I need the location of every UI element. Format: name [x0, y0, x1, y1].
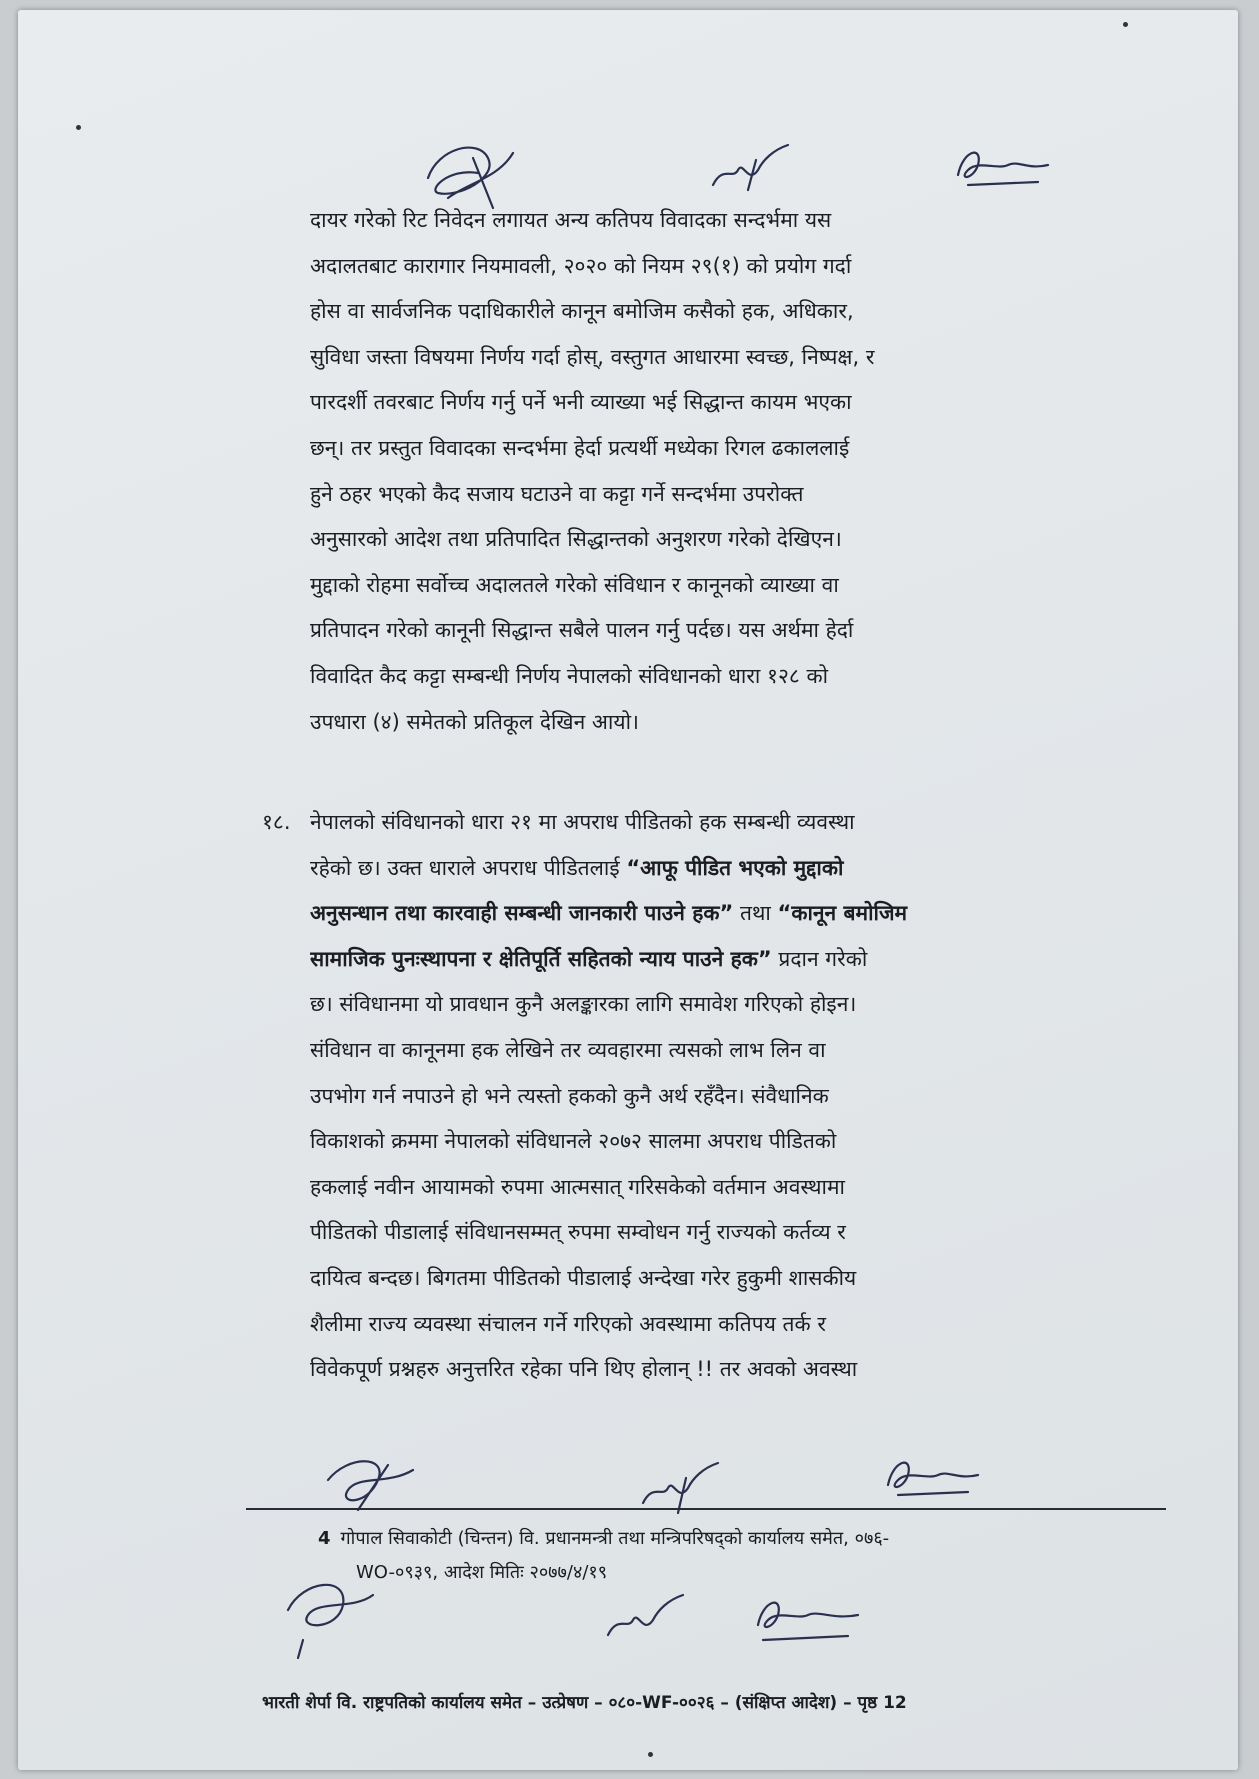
text-line: विवादित कैद कट्टा सम्बन्धी निर्णय नेपालको संविधानको धारा १२८ को	[310, 663, 829, 688]
footnote-text: गोपाल सिवाकोटी (चिन्तन) वि. प्रधानमन्त्री तथा मन्त्रिपरिषद्को कार्यालय समेत, ०७६-	[340, 1528, 890, 1549]
text-line	[310, 891, 1155, 937]
text-line: नेपालको संविधानको धारा २१ मा अपराध पीडितको हक सम्बन्धी व्यवस्था	[310, 810, 855, 834]
quoted-right-bold: “कानून बमोजिम	[777, 901, 908, 926]
text-line: उपभोग गर्न नपाउने हो भने त्यस्तो हकको कुनै अर्थ रहँदैन। संवैधानिक	[310, 1083, 829, 1108]
text-line: छन्। तर प्रस्तुत विवादका सन्दर्भमा हेर्दा प्रत्यर्थी मध्येका रिगल ढकाललाई	[310, 435, 850, 460]
text-line	[310, 937, 1155, 983]
signature-footer-left	[273, 1570, 383, 1660]
text-line: विवेकपूर्ण प्रश्नहरु अनुत्तरित रहेका पनि थिए होलान् !! तर अवको अवस्था	[310, 1357, 858, 1382]
text-line: प्रतिपादन गरेको कानूनी सिद्धान्त सबैले पालन गर्नु पर्दछ। यस अर्थमा हेर्दा	[310, 618, 854, 643]
page-footer: भारती शेर्पा वि. राष्ट्रपतिको कार्यालय समेत – उत्प्रेषण – ०८०-WF-००२६ – (संक्षिप्त आदेश) – पृष्ठ 12	[262, 1693, 907, 1713]
paragraph-continuation	[310, 198, 1155, 745]
text-line: उपधारा (४) समेतको प्रतिकूल देखिन आयो।	[310, 709, 639, 734]
paper-speck	[648, 1752, 653, 1757]
signature-footer-middle	[603, 1590, 693, 1650]
text-line: दायर गरेको रिट निवेदन लगायत अन्य कतिपय विवादका सन्दर्भमा यस	[310, 208, 832, 232]
text-line: संविधान वा कानूनमा हक लेखिने तर व्यवहारमा त्यसको लाभ लिन वा	[310, 1037, 826, 1062]
text-segment: रहेको छ। उक्त धाराले अपराध पीडितलाई	[310, 855, 627, 880]
text-line: अदालतबाट कारागार नियमावली, २०२० को नियम २९(१) को प्रयोग गर्दा	[310, 253, 852, 278]
footnote-divider	[246, 1508, 1166, 1510]
text-line: दायित्व बन्दछ। बिगतमा पीडितको पीडालाई अन्देखा गरेर हुकुमी शासकीय	[310, 1265, 857, 1290]
text-line: पीडितको पीडालाई संविधानसम्मत् रुपमा सम्वोधन गर्नु राज्यको कर्तव्य र	[310, 1220, 846, 1245]
text-line	[310, 846, 1155, 892]
text-line: शैलीमा राज्य व्यवस्था संचालन गर्ने गरिएको अवस्थामा कतिपय तर्क र	[310, 1311, 826, 1336]
text-line: मुद्दाको रोहमा सर्वोच्च अदालतले गरेको संविधान र कानूनको व्याख्या वा	[310, 572, 839, 597]
text-line: हुने ठहर भएको कैद सजाय घटाउने वा कट्टा गर्ने सन्दर्भमा उपरोक्त	[310, 481, 804, 506]
text-segment: प्रदान गरेको	[771, 946, 868, 971]
footnote-line	[318, 1522, 1178, 1556]
text-line: पारदर्शी तवरबाट निर्णय गर्नु पर्ने भनी व्याख्या भई सिद्धान्त कायम भएका	[310, 390, 852, 415]
text-line: विकाशको क्रममा नेपालको संविधानले २०७२ सालमा अपराध पीडितको	[310, 1129, 837, 1154]
quoted-right-bold: अनुसन्धान तथा कारवाही सम्बन्धी जानकारी पाउने हक”	[310, 901, 734, 926]
paragraph-number: १८.	[262, 810, 291, 834]
text-line: हकलाई नवीन आयामको रुपमा आत्मसात् गरिसकेको वर्तमान अवस्थामा	[310, 1174, 845, 1199]
signature-top-right	[948, 140, 1058, 195]
paper-speck	[1123, 22, 1128, 27]
text-line: सुविधा जस्ता विषयमा निर्णय गर्दा होस्, वस्तुगत आधारमा स्वच्छ, निष्पक्ष, र	[310, 344, 875, 369]
quoted-right-bold: सामाजिक पुनःस्थापना र क्षेतिपूर्ति सहितको न्याय पाउने हक”	[310, 946, 772, 971]
text-line: छ। संविधानमा यो प्रावधान कुनै अलङ्कारका लागि समावेश गरिएको होइन।	[310, 992, 857, 1017]
paper-speck	[76, 125, 81, 130]
footnote	[318, 1522, 1178, 1590]
signature-footer-right	[748, 1590, 868, 1650]
quoted-right-bold: “आफू पीडित भएको मुद्दाको	[626, 855, 844, 880]
text-segment: तथा	[733, 901, 778, 926]
paragraph-18	[310, 800, 1155, 1393]
document-page	[18, 10, 1238, 1770]
text-line: होस वा सार्वजनिक पदाधिकारीले कानून बमोजिम कसैको हक, अधिकार,	[310, 299, 854, 324]
text-line: अनुसारको आदेश तथा प्रतिपादित सिद्धान्तको अनुशरण गरेको देखिएन।	[310, 527, 842, 552]
signature-top-middle	[708, 140, 798, 200]
footnote-number: 4	[318, 1528, 331, 1549]
signature-bottom-right	[878, 1450, 988, 1505]
footnote-line: WO-०९३९, आदेश मितिः २०७७/४/१९	[356, 1562, 608, 1583]
